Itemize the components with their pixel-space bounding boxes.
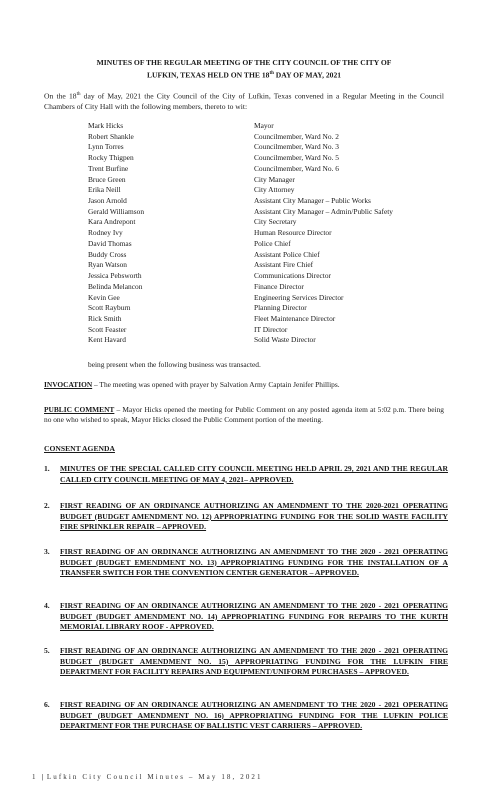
invocation-heading: INVOCATION (44, 380, 93, 389)
members-list (88, 121, 428, 346)
member-row (88, 335, 428, 346)
member-row (88, 228, 428, 239)
public-comment-text: – Mayor Hicks opened the meeting for Public Comment on any posted agenda item at 5:02 p.m. There being no one who wished to speak, Mayor Hicks closed the Public Comment portion of the meeting. (44, 405, 444, 424)
intro-sup: th (76, 92, 81, 97)
intro-paragraph (44, 90, 444, 113)
title-line-1: MINUTES OF THE REGULAR MEETING OF THE CITY COUNCIL OF THE CITY OF (96, 58, 392, 67)
member-title: City Attorney (254, 185, 295, 195)
member-row (88, 153, 428, 164)
intro-text-tail: day of May, 2021 the City Council of the City of Lufkin, Texas convened in a Regular Meeting in the Council Chambers of City Hall with the following members, thereto to wit: (44, 91, 445, 112)
member-name: Scott Rayburn (88, 303, 131, 313)
member-row (88, 142, 428, 153)
member-row (88, 239, 428, 250)
member-name: Erika Neill (88, 185, 121, 195)
title-line-2-tail: DAY OF MAY, 2021 (273, 70, 342, 80)
agenda-item-number: 1. (44, 464, 50, 473)
member-name: Robert Shankle (88, 131, 134, 141)
member-name: Rocky Thigpen (88, 153, 134, 163)
member-title: City Secretary (254, 217, 297, 227)
member-row (88, 250, 428, 261)
member-name: Buddy Cross (88, 249, 127, 259)
member-name: Rodney Ivy (88, 228, 123, 238)
agenda-item (44, 547, 448, 579)
member-title: Fleet Maintenance Director (254, 313, 336, 323)
footer-text: Lufkin City Council Minutes – May 18, 2021 (46, 773, 263, 781)
member-title: City Manager (254, 174, 295, 184)
member-title: Police Chief (254, 238, 291, 248)
member-name: Trent Burfine (88, 163, 129, 173)
agenda-item-number: 2. (44, 501, 50, 510)
member-title: Councilmember, Ward No. 3 (254, 142, 339, 152)
agenda-item-number: 5. (44, 646, 50, 655)
member-name: Kara Andrepont (88, 217, 136, 227)
agenda-item-number: 4. (44, 601, 50, 610)
member-row (88, 175, 428, 186)
member-title: Communications Director (254, 271, 331, 281)
member-row (88, 121, 428, 132)
member-row (88, 314, 428, 325)
invocation-text: – The meeting was opened with prayer by Salvation Army Captain Jenifer Phillips. (92, 380, 340, 389)
footer-separator: | (41, 773, 44, 781)
agenda-item-text: MINUTES OF THE SPECIAL CALLED CITY COUNCIL MEETING HELD APRIL 29, 2021 AND THE REGULAR CALLED CITY COUNCIL MEETING OF MAY 4, 2021– APPROVED. (60, 464, 448, 484)
member-row (88, 196, 428, 207)
member-row (88, 282, 428, 293)
member-title: Councilmember, Ward No. 2 (254, 131, 339, 141)
agenda-item-text: FIRST READING OF AN ORDINANCE AUTHORIZING AN AMENDMENT TO THE 2020 - 2021 OPERATING BUDGET (BUDGET AMENDMENT NO. 14) APPROPRIATING FUNDING FOR REPAIRS TO THE KURTH MEMORIAL LIBRARY ROOF - APPROVED. (60, 601, 448, 632)
member-row (88, 164, 428, 175)
member-row (88, 271, 428, 282)
member-title: IT Director (254, 324, 288, 334)
agenda-item (44, 601, 448, 633)
member-title: Assistant City Manager – Admin/Public Safety (254, 206, 393, 216)
member-title: Planning Director (254, 303, 307, 313)
member-row (88, 293, 428, 304)
member-row (88, 260, 428, 271)
present-statement: being present when the following business was transacted. (88, 360, 261, 369)
member-name: Bruce Green (88, 174, 126, 184)
member-name: Gerald Williamson (88, 206, 145, 216)
member-title: Solid Waste Director (254, 335, 316, 345)
member-name: Kevin Gee (88, 292, 120, 302)
agenda-item (44, 501, 448, 533)
member-name: Mark Hicks (88, 121, 124, 130)
member-name: David Thomas (88, 238, 132, 248)
member-name: Kent Havard (88, 335, 126, 345)
member-row (88, 207, 428, 218)
member-title: Mayor (254, 121, 274, 130)
document-title (44, 58, 444, 81)
agenda-item-text: FIRST READING OF AN ORDINANCE AUTHORIZING AN AMENDMENT TO THE 2020 - 2021 OPERATING BUDGET (BUDGET AMENDMENT NO. 15) APPROPRIATING FUNDING FOR THE LUFKIN FIRE DEPARTMENT FOR FACILITY REPAIRS AND EQUIPMENT/UNIFORM PURCHASES – APPROVED. (60, 646, 448, 677)
member-title: Human Resource Director (254, 228, 332, 238)
member-name: Jason Arnold (88, 196, 127, 206)
page-footer (32, 773, 263, 781)
member-row (88, 185, 428, 196)
member-title: Finance Director (254, 281, 304, 291)
footer-page-number: 1 (32, 773, 38, 781)
title-line-2 (44, 69, 444, 81)
member-row (88, 132, 428, 143)
public-comment-heading: PUBLIC COMMENT (44, 405, 115, 414)
agenda-item-number: 3. (44, 547, 50, 556)
member-title: Councilmember, Ward No. 6 (254, 163, 339, 173)
member-row (88, 217, 428, 228)
member-title: Assistant City Manager – Public Works (254, 196, 371, 206)
member-name: Jessica Pebsworth (88, 271, 142, 281)
member-title: Councilmember, Ward No. 5 (254, 153, 339, 163)
agenda-item-number: 6. (44, 700, 50, 709)
invocation-paragraph (44, 380, 444, 390)
agenda-item (44, 646, 448, 678)
member-name: Lynn Torres (88, 142, 124, 152)
member-row (88, 325, 428, 336)
intro-text: On the 18 (44, 91, 77, 101)
title-line-2-text: LUFKIN, TEXAS HELD ON THE 18 (146, 70, 270, 80)
member-name: Rick Smith (88, 313, 122, 323)
agenda-item-text: FIRST READING OF AN ORDINANCE AUTHORIZING AN AMENDMENT TO THE 2020 - 2021 OPERATING BUDGET (BUDGET EMENDMENT NO. 13) APPROPRIATING FUNDING FOR THE INSTALLATION OF A TRANSFER SWITCH FOR THE CONVENTION CENTER GENERATOR – APPROVED. (60, 547, 448, 578)
member-title: Assistant Police Chief (254, 249, 320, 259)
member-title: Engineering Services Director (254, 292, 344, 302)
title-line-2-sup: th (269, 70, 274, 76)
consent-agenda-heading: CONSENT AGENDA (44, 444, 115, 453)
member-title: Assistant Fire Chief (254, 260, 314, 270)
member-name: Belinda Melancon (88, 281, 143, 291)
agenda-item-text: FIRST READING OF AN ORDINANCE AUTHORIZING AN AMENDMENT TO THE 2020 - 2021 OPERATING BUDGET (BUDGET AMENDMENT NO. 16) APPROPRIATING FUNDING FOR THE LUFKIN POLICE DEPARTMENT FOR THE PURCHASE OF BALLISTIC VEST CARRIERS – APPROVED. (60, 700, 448, 731)
agenda-item-text: FIRST READING OF AN ORDINANCE AUTHORIZING AN AMENDMENT TO THE 2020-2021 OPERATING BUDGET (BUDGET AMENDMENT NO. 12) APPROPRIATING FUNDING FOR THE SOLID WASTE FACILITY FIRE SPRINKLER REPAIR – APPROVED. (60, 501, 448, 532)
member-name: Scott Feaster (88, 324, 127, 334)
member-row (88, 303, 428, 314)
agenda-item (44, 700, 448, 732)
agenda-item (44, 464, 448, 485)
public-comment-paragraph (44, 405, 444, 425)
member-name: Ryan Watson (88, 260, 128, 270)
